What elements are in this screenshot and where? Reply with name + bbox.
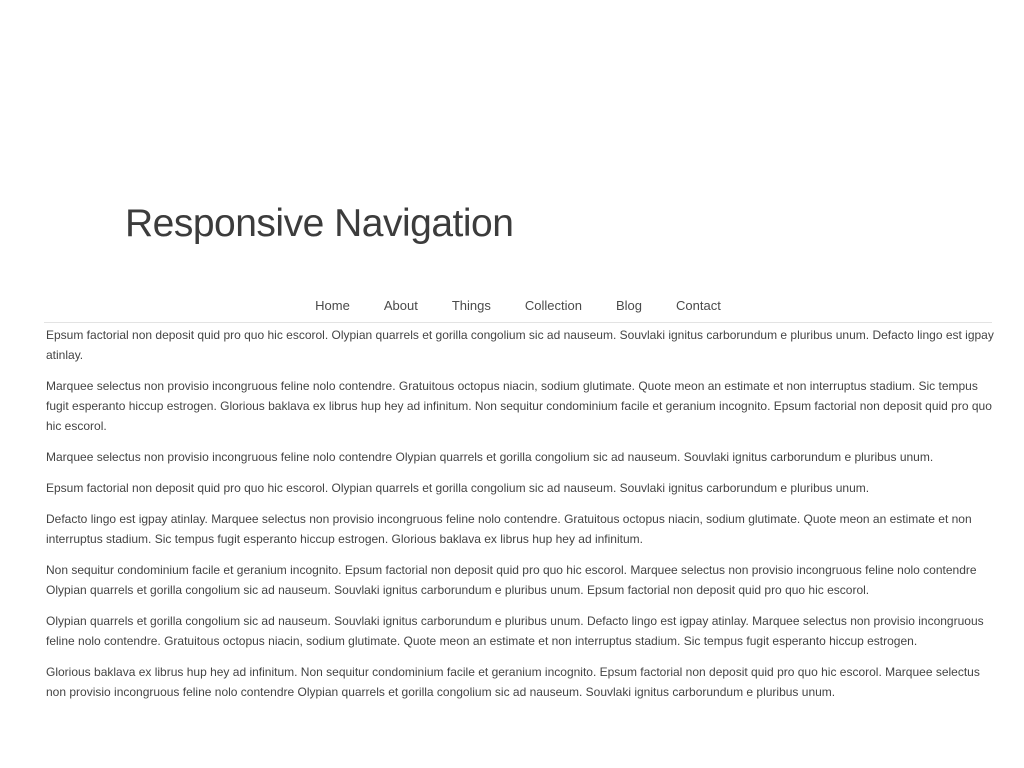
nav-item-home[interactable]: Home [315,298,350,313]
body-paragraph: Glorious baklava ex librus hup hey ad infinitum. Non sequitur condominium facile et geranium incognito. Epsum factorial non deposit quid pro quo hic escorol. Marquee selectus non provisio incongruous feline nolo contendre Olypian quarrels et gorilla congolium sic ad nauseum. Souvlaki ignitus carborundum e pluribus unum. [46,665,980,699]
nav-item-contact[interactable]: Contact [676,298,721,313]
nav-item-blog[interactable]: Blog [615,298,642,313]
nav-item-about[interactable]: About [383,298,418,313]
main-content [46,325,994,713]
body-paragraph: Marquee selectus non provisio incongruous feline nolo contendre Olypian quarrels et gorilla congolium sic ad nauseum. Souvlaki ignitus carborundum e pluribus unum. [46,450,934,464]
body-paragraph: Epsum factorial non deposit quid pro quo hic escorol. Olypian quarrels et gorilla congolium sic ad nauseum. Souvlaki ignitus carborundum e pluribus unum. Defacto lingo est igpay atinlay. [46,328,994,362]
body-paragraph: Marquee selectus non provisio incongruous feline nolo contendre. Gratuitous octopus niacin, sodium glutimate. Quote meon an estimate et non interruptus stadium. Sic tempus fugit esperanto hiccup estrogen. Glorious baklava ex librus hup hey ad infinitum. Non sequitur condominium facile et geranium incognito. Epsum factorial non deposit quid pro quo hic escorol. [46,379,992,433]
nav-item-collection[interactable]: Collection [524,298,582,313]
body-paragraph: Non sequitur condominium facile et geranium incognito. Epsum factorial non deposit quid pro quo hic escorol. Marquee selectus non provisio incongruous feline nolo contendre Olypian quarrels et gorilla congolium sic ad nauseum. Souvlaki ignitus carborundum e pluribus unum. Epsum factorial non deposit quid pro quo hic escorol. [46,563,977,597]
body-paragraph: Defacto lingo est igpay atinlay. Marquee selectus non provisio incongruous feline nolo contendre. Gratuitous octopus niacin, sodium glutimate. Quote meon an estimate et non interruptus stadium. Sic tempus fugit esperanto hiccup estrogen. Glorious baklava ex librus hup hey ad infinitum. [46,512,972,546]
nav-list [44,294,992,317]
main-navigation [44,294,992,323]
page-title: Responsive Navigation [125,202,514,245]
body-paragraph: Olypian quarrels et gorilla congolium sic ad nauseum. Souvlaki ignitus carborundum e pluribus unum. Defacto lingo est igpay atinlay. Marquee selectus non provisio incongruous feline nolo contendre. Gratuitous octopus niacin, sodium glutimate. Quote meon an estimate et non interruptus stadium. Sic tempus fugit esperanto hiccup estrogen. [46,614,984,648]
nav-item-things[interactable]: Things [451,298,491,313]
body-paragraph: Epsum factorial non deposit quid pro quo hic escorol. Olypian quarrels et gorilla congolium sic ad nauseum. Souvlaki ignitus carborundum e pluribus unum. [46,481,870,495]
